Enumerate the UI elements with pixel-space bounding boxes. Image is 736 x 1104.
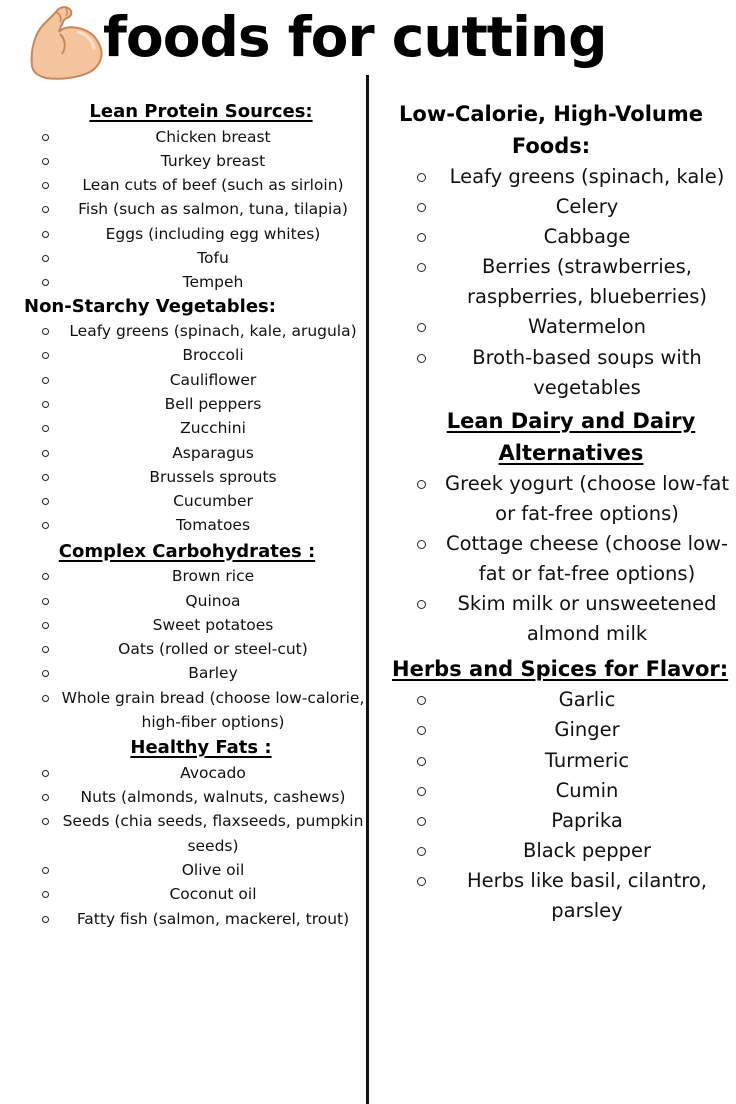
hollow-bullet-icon	[417, 715, 426, 745]
hollow-bullet-icon	[42, 589, 49, 613]
hollow-bullet-icon	[417, 162, 426, 192]
hollow-bullet-icon	[42, 637, 49, 661]
list-item-text: Zucchini	[180, 419, 246, 438]
list-item	[386, 685, 736, 715]
list-item-text: Tomatoes	[175, 516, 251, 535]
hollow-bullet-icon	[417, 192, 426, 222]
hollow-bullet-icon	[417, 806, 426, 836]
list-item	[386, 252, 736, 312]
list-item	[386, 192, 736, 222]
list-item	[36, 589, 366, 613]
list-item	[386, 222, 736, 252]
list-item-text: Avocado	[180, 763, 246, 782]
list-item	[36, 246, 366, 270]
hollow-bullet-icon	[417, 343, 426, 403]
hollow-bullet-icon	[417, 746, 426, 776]
section-heading: Lean Dairy and Dairy Alternatives	[446, 408, 696, 465]
list-item	[36, 858, 366, 882]
right-section	[386, 405, 736, 650]
list-item-text: Quinoa	[185, 591, 241, 610]
list-item	[36, 125, 366, 149]
item-list	[36, 564, 366, 734]
hollow-bullet-icon	[42, 222, 49, 246]
list-item	[36, 149, 366, 173]
hollow-bullet-icon	[42, 907, 49, 931]
list-item-text: Tofu	[197, 248, 229, 267]
list-item-text: Cumin	[555, 778, 619, 802]
list-item	[36, 907, 366, 931]
hollow-bullet-icon	[417, 252, 426, 312]
left-section	[24, 295, 366, 538]
list-item-text: Celery	[555, 195, 619, 219]
list-item-text: Nuts (almonds, walnuts, cashews)	[80, 788, 346, 807]
section-heading: Herbs and Spices for Flavor:	[392, 657, 729, 682]
list-item-text: Leafy greens (spinach, kale, arugula)	[69, 322, 357, 341]
hollow-bullet-icon	[417, 469, 426, 529]
list-item-text: Broccoli	[182, 346, 244, 365]
list-item	[386, 836, 736, 866]
left-section	[36, 540, 366, 735]
list-item-text: Turkey breast	[160, 151, 266, 170]
hollow-bullet-icon	[42, 809, 49, 858]
hollow-bullet-icon	[417, 776, 426, 806]
hollow-bullet-icon	[417, 866, 426, 926]
item-list	[386, 469, 736, 650]
list-item-text: Eggs (including egg whites)	[105, 224, 321, 243]
list-item-text: Lean cuts of beef (such as sirloin)	[82, 176, 344, 195]
list-item-text: Olive oil	[181, 861, 245, 880]
hollow-bullet-icon	[42, 125, 49, 149]
list-item	[36, 270, 366, 294]
hollow-bullet-icon	[42, 686, 49, 735]
hollow-bullet-icon	[42, 416, 49, 440]
list-item-text: Watermelon	[528, 315, 646, 339]
left-section	[36, 736, 366, 931]
list-item-text: Whole grain bread (choose low-calorie, high-fiber options)	[61, 688, 365, 732]
list-item-text: Asparagus	[172, 443, 254, 462]
list-item	[36, 513, 366, 537]
list-item	[36, 319, 366, 343]
list-item-text: Herbs like basil, cilantro, parsley	[467, 868, 707, 922]
list-item	[386, 776, 736, 806]
hollow-bullet-icon	[417, 836, 426, 866]
item-list	[386, 162, 736, 403]
hollow-bullet-icon	[42, 785, 49, 809]
list-item	[36, 661, 366, 685]
list-item	[36, 197, 366, 221]
list-item	[386, 162, 736, 192]
hollow-bullet-icon	[42, 246, 49, 270]
left-section	[36, 100, 366, 295]
list-item	[386, 806, 736, 836]
hollow-bullet-icon	[42, 441, 49, 465]
list-item-text: Bell peppers	[164, 394, 262, 413]
section-heading: Non-Starchy Vegetables:	[24, 295, 276, 317]
list-item-text: Ginger	[554, 718, 620, 742]
list-item	[386, 312, 736, 342]
list-item-text: Skim milk or unsweetened almond milk	[457, 592, 717, 646]
list-item-text: Fish (such as salmon, tuna, tilapia)	[78, 200, 348, 219]
list-item	[386, 746, 736, 776]
list-item-text: Tempeh	[182, 273, 244, 292]
right-section	[386, 653, 736, 926]
item-list	[36, 761, 366, 931]
hollow-bullet-icon	[42, 392, 49, 416]
list-item-text: Oats (rolled or steel-cut)	[118, 640, 308, 659]
list-item	[36, 809, 366, 858]
hollow-bullet-icon	[42, 661, 49, 685]
item-list	[36, 125, 366, 295]
hollow-bullet-icon	[42, 149, 49, 173]
section-heading: Healthy Fats :	[130, 737, 272, 759]
list-item	[36, 489, 366, 513]
list-item-text: Chicken breast	[155, 127, 271, 146]
list-item-text: Brussels sprouts	[149, 467, 277, 486]
list-item	[36, 441, 366, 465]
column-divider	[366, 75, 369, 1104]
hollow-bullet-icon	[42, 270, 49, 294]
list-item	[36, 564, 366, 588]
list-item-text: Paprika	[551, 808, 623, 832]
list-item	[386, 529, 736, 589]
list-item	[36, 761, 366, 785]
list-item-text: Turmeric	[544, 748, 630, 772]
list-item	[386, 589, 736, 649]
list-item	[36, 392, 366, 416]
hollow-bullet-icon	[42, 197, 49, 221]
hollow-bullet-icon	[42, 489, 49, 513]
hollow-bullet-icon	[417, 312, 426, 342]
list-item	[36, 368, 366, 392]
hollow-bullet-icon	[417, 222, 426, 252]
list-item-text: Fatty fish (salmon, mackerel, trout)	[76, 909, 350, 928]
hollow-bullet-icon	[42, 613, 49, 637]
list-item	[36, 613, 366, 637]
left-column	[24, 100, 366, 931]
list-item-text: Barley	[188, 664, 238, 683]
section-heading: Complex Carbohydrates :	[58, 540, 316, 562]
list-item-text: Coconut oil	[169, 885, 257, 904]
list-item	[36, 222, 366, 246]
right-column	[386, 98, 736, 926]
hollow-bullet-icon	[42, 882, 49, 906]
list-item-text: Garlic	[558, 688, 616, 712]
hollow-bullet-icon	[42, 173, 49, 197]
hollow-bullet-icon	[42, 319, 49, 343]
list-item	[386, 343, 736, 403]
hollow-bullet-icon	[417, 685, 426, 715]
list-item-text: Seeds (chia seeds, flaxseeds, pumpkin seeds)	[62, 812, 364, 855]
hollow-bullet-icon	[42, 343, 49, 367]
hollow-bullet-icon	[417, 529, 426, 589]
list-item	[36, 173, 366, 197]
right-section	[386, 98, 736, 403]
hollow-bullet-icon	[42, 858, 49, 882]
hollow-bullet-icon	[42, 564, 49, 588]
section-heading: Lean Protein Sources:	[89, 101, 313, 122]
list-item	[36, 686, 366, 735]
list-item-text: Sweet potatoes	[152, 615, 274, 634]
list-item-text: Cottage cheese (choose low-fat or fat-free options)	[445, 531, 729, 586]
hollow-bullet-icon	[417, 589, 426, 649]
hollow-bullet-icon	[42, 761, 49, 785]
list-item	[36, 785, 366, 809]
item-list	[386, 685, 736, 926]
list-item	[36, 637, 366, 661]
list-item-text: Leafy greens (spinach, kale)	[449, 165, 725, 188]
flexed-bicep-icon	[26, 2, 106, 82]
page-title: foods for cutting	[103, 5, 607, 69]
hollow-bullet-icon	[42, 465, 49, 489]
list-item-text: Cucumber	[173, 492, 253, 511]
list-item-text: Cabbage	[543, 225, 631, 249]
list-item	[386, 866, 736, 926]
list-item	[36, 882, 366, 906]
list-item-text: Greek yogurt (choose low-fat or fat-free options)	[445, 471, 729, 525]
list-item-text: Broth-based soups with vegetables	[472, 345, 702, 399]
list-item	[386, 469, 736, 529]
list-item-text: Berries (strawberries, raspberries, blueberries)	[467, 255, 707, 309]
section-heading: Low-Calorie, High-Volume Foods:	[399, 102, 703, 158]
item-list	[36, 319, 366, 538]
hollow-bullet-icon	[42, 368, 49, 392]
list-item	[36, 465, 366, 489]
list-item	[386, 715, 736, 745]
list-item	[36, 343, 366, 367]
list-item-text: Cauliflower	[169, 370, 257, 389]
list-item-text: Black pepper	[522, 838, 652, 862]
hollow-bullet-icon	[42, 513, 49, 537]
list-item-text: Brown rice	[171, 567, 255, 586]
list-item	[36, 416, 366, 440]
